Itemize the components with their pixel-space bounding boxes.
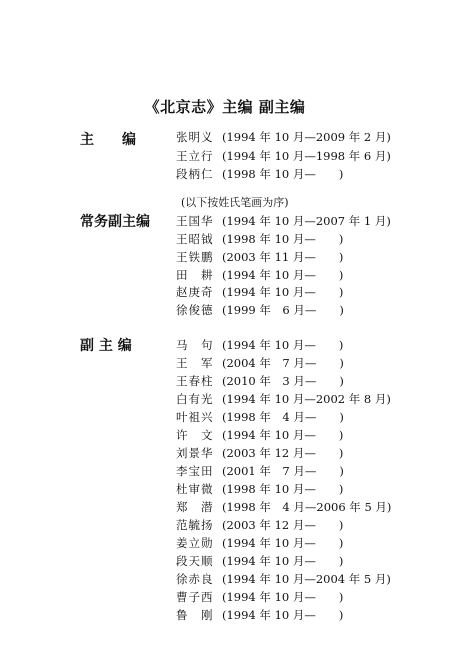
member-name: 王昭钺 — [176, 232, 214, 246]
member-row — [176, 355, 344, 374]
member-name: 许 文 — [176, 428, 214, 442]
member-name: 杜审微 — [176, 482, 214, 496]
section-label-chief-editor: 主 编 — [80, 132, 136, 148]
member-name: 段柄仁 — [176, 167, 214, 181]
ordering-note: (以下按姓氏笔画为序) — [181, 196, 289, 209]
member-term: (1994 年 10 月— ) — [222, 285, 344, 299]
member-term: (2003 年 11 月— ) — [222, 250, 344, 264]
member-name: 田 耕 — [176, 268, 214, 282]
member-row — [176, 302, 344, 321]
member-name: 鲁 刚 — [176, 608, 214, 622]
member-row — [176, 571, 391, 590]
member-row — [176, 553, 343, 572]
member-name: 王铁鹏 — [176, 250, 214, 264]
section-label-executive-deputy-editor: 常务副主编 — [80, 214, 150, 230]
member-row — [176, 499, 391, 518]
member-name: 范毓扬 — [176, 518, 214, 532]
member-row — [176, 249, 343, 268]
page-title: 《北京志》主编 副主编 — [144, 98, 306, 116]
member-name: 白有光 — [176, 392, 214, 406]
member-row — [176, 284, 343, 303]
member-row — [176, 373, 344, 392]
member-row — [176, 213, 391, 232]
member-term: (1998 年 10 月— ) — [222, 167, 344, 181]
member-name: 姜立勋 — [176, 536, 214, 550]
member-row — [176, 535, 343, 554]
member-name: 徐俊德 — [176, 303, 214, 317]
member-term: (1994 年 10 月— ) — [222, 338, 344, 352]
member-row — [176, 517, 343, 536]
member-term: (1994 年 10 月—1998 年 6 月) — [222, 149, 391, 163]
member-term: (1994 年 10 月— ) — [222, 608, 344, 622]
member-name: 王 军 — [176, 356, 214, 370]
member-name: 郑 潜 — [176, 500, 214, 514]
member-name: 张明义 — [176, 130, 214, 144]
member-term: (1994 年 10 月—2004 年 5 月) — [222, 572, 391, 586]
member-term: (2010 年 3 月— ) — [222, 374, 344, 388]
member-term: (1998 年 10 月— ) — [222, 482, 344, 496]
member-term: (1994 年 10 月—2009 年 2 月) — [222, 130, 391, 144]
member-row — [176, 129, 391, 148]
member-term: (2004 年 7 月— ) — [222, 356, 344, 370]
member-name: 李宝田 — [176, 464, 214, 478]
member-row — [176, 589, 343, 608]
member-name: 徐赤良 — [176, 572, 214, 586]
member-row — [176, 148, 391, 167]
member-name: 王春柱 — [176, 374, 214, 388]
member-term: (1994 年 10 月— ) — [222, 268, 344, 282]
member-term: (1994 年 10 月— ) — [222, 590, 344, 604]
member-row — [176, 427, 343, 446]
member-row — [176, 337, 343, 356]
member-term: (1998 年 10 月— ) — [222, 232, 344, 246]
member-name: 王立行 — [176, 149, 214, 163]
member-row — [176, 481, 343, 500]
member-row — [176, 166, 343, 185]
member-row — [176, 409, 344, 428]
member-row — [176, 231, 343, 250]
member-name: 刘景华 — [176, 446, 214, 460]
member-term: (2001 年 7 月— ) — [222, 464, 344, 478]
member-term: (2003 年 12 月— ) — [222, 518, 344, 532]
member-row — [176, 463, 344, 482]
member-term: (1994 年 10 月— ) — [222, 536, 344, 550]
member-term: (1994 年 10 月— ) — [222, 428, 344, 442]
member-term: (1998 年 4 月— ) — [222, 410, 344, 424]
member-name: 段天顺 — [176, 554, 214, 568]
member-name: 赵庚奇 — [176, 285, 214, 299]
member-name: 曹子西 — [176, 590, 214, 604]
member-term: (1994 年 10 月—2002 年 8 月) — [222, 392, 391, 406]
member-row — [176, 391, 391, 410]
member-term: (2003 年 12 月— ) — [222, 446, 344, 460]
member-name: 叶祖兴 — [176, 410, 214, 424]
member-term: (1994 年 10 月— ) — [222, 554, 344, 568]
section-label-deputy-editor: 副 主 编 — [80, 338, 132, 354]
member-row — [176, 607, 343, 626]
member-term: (1994 年 10 月—2007 年 1 月) — [222, 214, 391, 228]
member-name: 王国华 — [176, 214, 214, 228]
member-term: (1998 年 4 月—2006 年 5 月) — [222, 500, 392, 514]
member-name: 马 句 — [176, 338, 214, 352]
member-term: (1999 年 6 月— ) — [222, 303, 344, 317]
member-row — [176, 445, 343, 464]
